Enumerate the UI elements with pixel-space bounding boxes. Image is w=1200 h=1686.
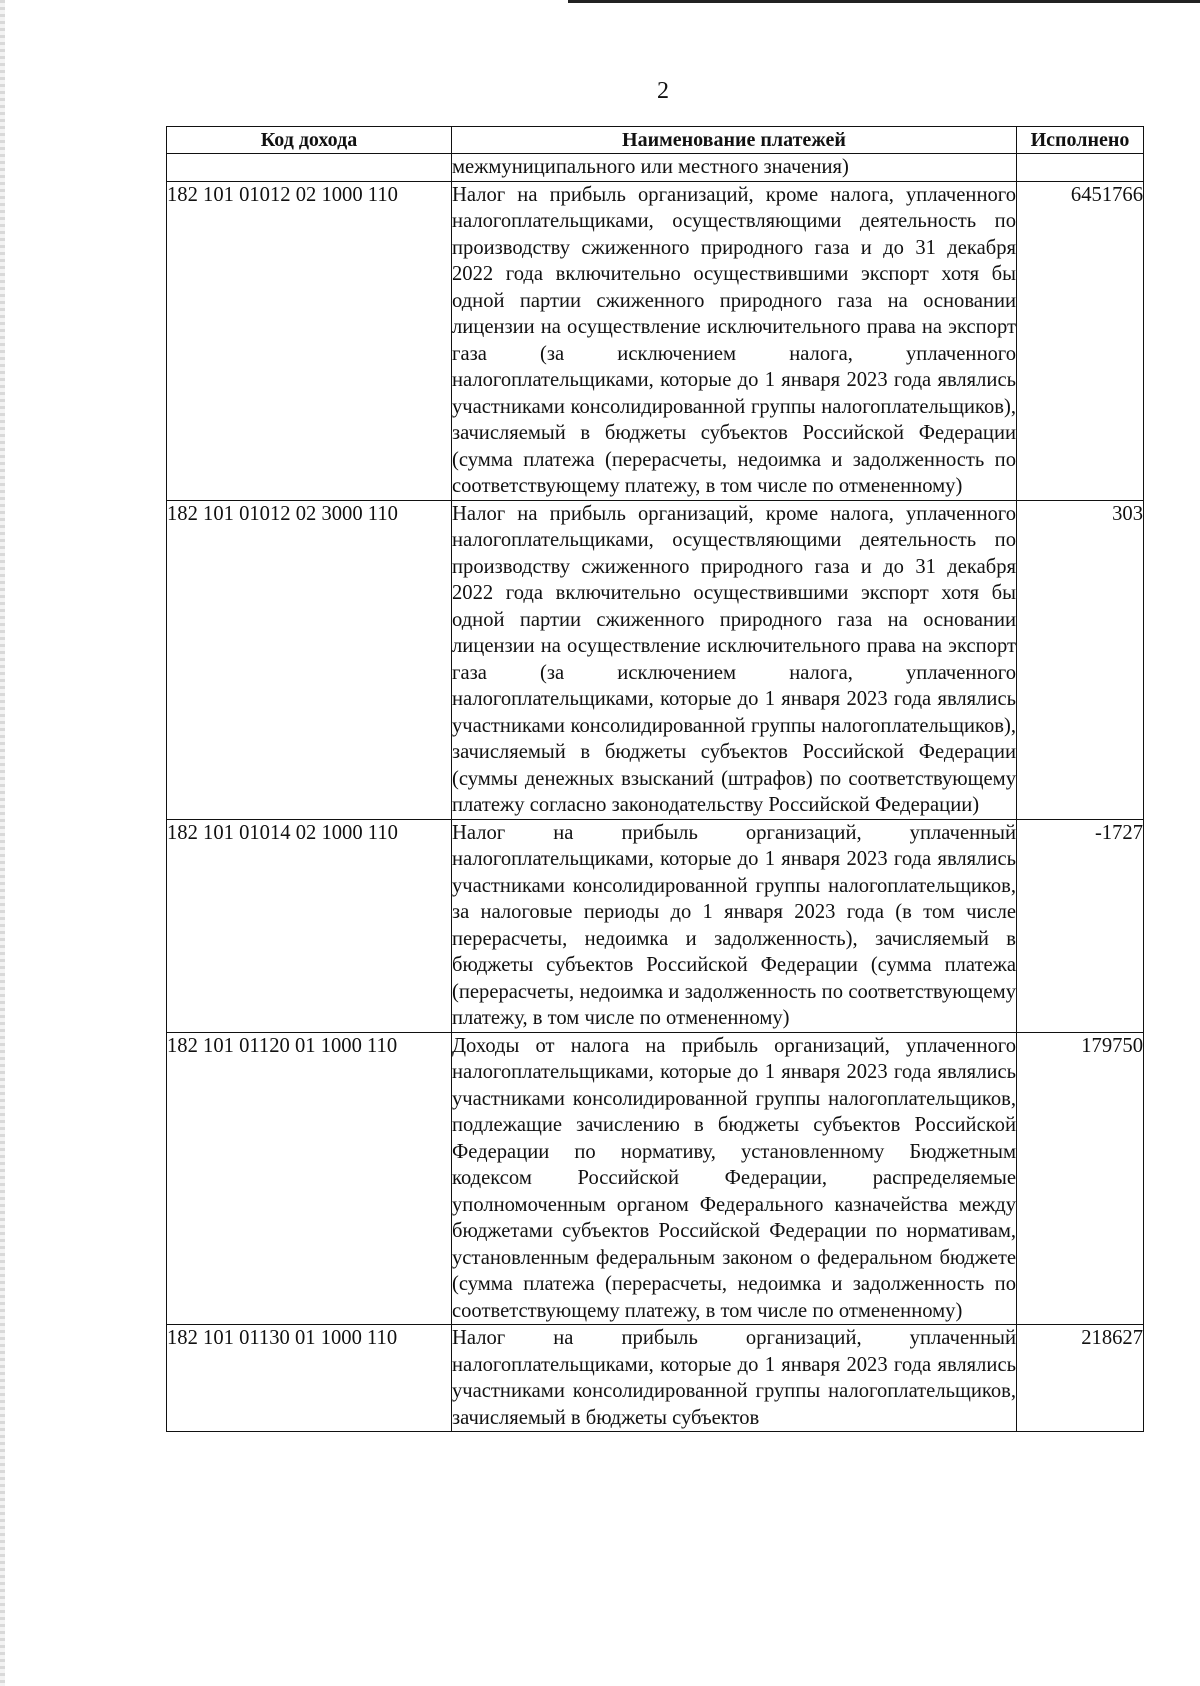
- table-row: [167, 819, 1144, 1032]
- page-number: 2: [657, 78, 669, 104]
- scan-left-edge: [0, 0, 5, 1686]
- table-row-continuation: [167, 154, 1144, 182]
- cell-code: 182 101 01012 02 1000 110: [167, 181, 452, 500]
- cell-amount: 218627: [1017, 1325, 1144, 1432]
- cell-name: межмуниципального или местного значения): [452, 154, 1017, 182]
- header-income-code: Код дохода: [167, 127, 452, 154]
- header-payment-name: Наименование платежей: [452, 127, 1017, 154]
- cell-amount: 179750: [1017, 1032, 1144, 1325]
- cell-code: 182 101 01120 01 1000 110: [167, 1032, 452, 1325]
- cell-name: Налог на прибыль организаций, кроме налога, уплаченного налогоплательщиками, осуществляющими деятельность по производству сжиженного природного газа и до 31 декабря 2022 года включительно осуществившими экспорт хотя бы одной партии сжиженного природного газа на основании лицензии на осуществление исключительного права на экспорт газа (за исключением налога, уплаченного налогоплательщиками, которые до 1 января 2023 года являлись участниками консолидированной группы налогоплательщиков), зачисляемый в бюджеты субъектов Российской Федерации (сумма платежа (перерасчеты, недоимка и задолженность по соответствующему платежу, в том числе по отмененному): [452, 181, 1017, 500]
- cell-name: Налог на прибыль организаций, уплаченный налогоплательщиками, которые до 1 января 2023 года являлись участниками консолидированной группы налогоплательщиков, зачисляемый в бюджеты субъектов: [452, 1325, 1017, 1432]
- cell-name: Налог на прибыль организаций, кроме налога, уплаченного налогоплательщиками, осуществляющими деятельность по производству сжиженного природного газа и до 31 декабря 2022 года включительно осуществившими экспорт хотя бы одной партии сжиженного природного газа на основании лицензии на осуществление исключительного права на экспорт газа (за исключением налога, уплаченного налогоплательщиками, которые до 1 января 2023 года являлись участниками консолидированной группы налогоплательщиков), зачисляемый в бюджеты субъектов Российской Федерации (суммы денежных взысканий (штрафов) по соответствующему платежу согласно законодательству Российской Федерации): [452, 500, 1017, 819]
- cell-code: 182 101 01012 02 3000 110: [167, 500, 452, 819]
- cell-code: 182 101 01130 01 1000 110: [167, 1325, 452, 1432]
- scan-top-rule: [568, 0, 1200, 3]
- cell-name: Налог на прибыль организаций, уплаченный налогоплательщиками, которые до 1 января 2023 года являлись участниками консолидированной группы налогоплательщиков, за налоговые периоды до 1 января 2023 года (в том числе перерасчеты, недоимка и задолженность), зачисляемый в бюджеты субъектов Российской Федерации (сумма платежа (перерасчеты, недоимка и задолженность по соответствующему платежу, в том числе по отмененному): [452, 819, 1017, 1032]
- cell-amount: -1727: [1017, 819, 1144, 1032]
- table-row: [167, 181, 1144, 500]
- cell-code: [167, 154, 452, 182]
- table-row: [167, 1325, 1144, 1432]
- header-executed: Исполнено: [1017, 127, 1144, 154]
- cell-name: Доходы от налога на прибыль организаций, уплаченного налогоплательщиками, которые до 1 января 2023 года являлись участниками консолидированной группы налогоплательщиков, подлежащие зачислению в бюджеты субъектов Российской Федерации по нормативу, установленному Бюджетным кодексом Российской Федерации, распределяемые уполномоченным органом Федерального казначейства между бюджетами субъектов Российской Федерации по нормативам, установленным федеральным законом о федеральном бюджете (сумма платежа (перерасчеты, недоимка и задолженность по соответствующему платежу, в том числе по отмененному): [452, 1032, 1017, 1325]
- cell-amount: 6451766: [1017, 181, 1144, 500]
- cell-amount: 303: [1017, 500, 1144, 819]
- cell-amount: [1017, 154, 1144, 182]
- cell-code: 182 101 01014 02 1000 110: [167, 819, 452, 1032]
- table-row: [167, 1032, 1144, 1325]
- table-header-row: [167, 127, 1144, 154]
- revenue-table: [166, 126, 1144, 1432]
- table-row: [167, 500, 1144, 819]
